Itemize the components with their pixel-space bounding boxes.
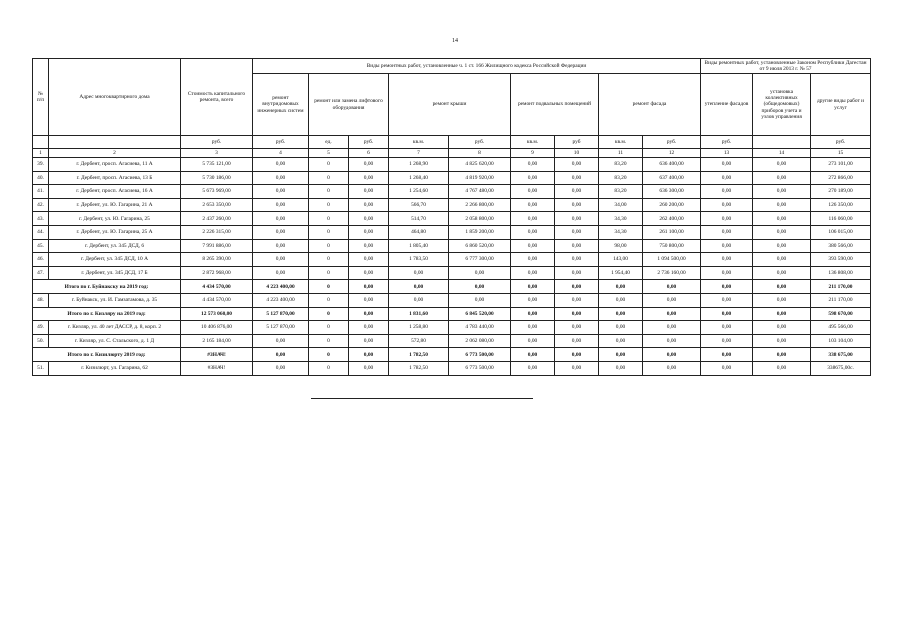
table-cell: 0,00 (511, 361, 555, 375)
table-cell: 47. (33, 266, 49, 280)
table-cell: 103 104,00 (811, 334, 871, 348)
table-cell: 0,00 (511, 321, 555, 335)
table-cell: 2 437 260,00 (181, 212, 253, 226)
table-cell: 0,00 (389, 280, 449, 294)
table-cell: 6 773 500,00 (449, 348, 511, 362)
table-cell: 2 653 350,00 (181, 198, 253, 212)
table-cell: 0,00 (349, 321, 389, 335)
table-cell: 0 (309, 266, 349, 280)
table-cell: 495 566,00 (811, 321, 871, 335)
table-cell: 0,00 (599, 280, 643, 294)
table-cell: 1 258,80 (389, 321, 449, 335)
table-cell: 0,00 (449, 280, 511, 294)
table-cell: #ЗНАЧ! (181, 348, 253, 362)
unit-cell (33, 136, 49, 149)
table-cell: 10 406 876,00 (181, 321, 253, 335)
table-cell: 0,00 (253, 158, 309, 172)
table-cell: 83,20 (599, 171, 643, 185)
header-meters: установка коллективных (общедомовых) приборов учета и узлов управления (753, 74, 811, 136)
table-cell: 0,00 (643, 321, 701, 335)
table-cell: 0,00 (253, 171, 309, 185)
table-cell: 2 872 968,00 (181, 266, 253, 280)
table-cell: 0,00 (349, 361, 389, 375)
table-row (33, 185, 871, 199)
unit-cell: руб. (253, 136, 309, 149)
table-cell: 0,00 (753, 321, 811, 335)
table-cell: 0,00 (511, 280, 555, 294)
table-cell: 34,00 (599, 198, 643, 212)
table-cell: 34,30 (599, 225, 643, 239)
table-cell: 0,00 (701, 225, 753, 239)
table-cell: 5 673 969,00 (181, 185, 253, 199)
table-cell: 0,00 (349, 348, 389, 362)
unit-cell: кв.м. (511, 136, 555, 149)
table-cell: 0,00 (349, 280, 389, 294)
address-cell: г. Дербент, ул. Ю. Гагарина, 25 (49, 212, 181, 226)
table-cell: 1 268,40 (389, 171, 449, 185)
table-cell: 0,00 (511, 307, 555, 321)
table-cell: 0,00 (599, 307, 643, 321)
table-cell: 2 062 080,00 (449, 334, 511, 348)
table-cell: 6 845 520,00 (449, 307, 511, 321)
table-row (33, 361, 871, 375)
table-cell: 0,00 (753, 266, 811, 280)
table-cell: 0 (309, 293, 349, 307)
table-cell: 0,00 (599, 361, 643, 375)
table-cell: 0,00 (555, 321, 599, 335)
table-cell: 42. (33, 198, 49, 212)
table-cell: 0,00 (555, 171, 599, 185)
table-cell: 0 (309, 185, 349, 199)
address-cell: г. Дербент, ул. 345 ДСД, 10 А (49, 253, 181, 267)
table-cell: 272 866,00 (811, 171, 871, 185)
column-number: 14 (753, 149, 811, 158)
address-cell: г. Дербент, просп. Агасиева, 11 А (49, 158, 181, 172)
header-federal-works: Виды ремонтных работ, установленные ч. 1 ст. 166 Жилищного кодекса Российской Федерации (253, 59, 701, 74)
table-cell: 1 783,50 (389, 253, 449, 267)
table-cell: 1 268,90 (389, 158, 449, 172)
table-cell: 0,00 (349, 253, 389, 267)
table-cell: 0,00 (511, 225, 555, 239)
table-cell: 211 170,00 (811, 293, 871, 307)
table-cell: 4 819 920,00 (449, 171, 511, 185)
table-cell: 0,00 (555, 361, 599, 375)
table-cell: 464,80 (389, 225, 449, 239)
header-insulation: утепление фасадов (701, 74, 753, 136)
table-cell: 12 573 060,00 (181, 307, 253, 321)
table-cell: 262 400,00 (643, 212, 701, 226)
column-number: 10 (555, 149, 599, 158)
column-number: 12 (643, 149, 701, 158)
table-cell: 0,00 (701, 212, 753, 226)
signature-line (311, 398, 533, 399)
table-cell: 0,00 (555, 239, 599, 253)
table-cell: 0,00 (555, 158, 599, 172)
table-cell: 572,80 (389, 334, 449, 348)
table-cell: 126 350,00 (811, 198, 871, 212)
table-cell: 0,00 (643, 334, 701, 348)
table-cell: 1 831,60 (389, 307, 449, 321)
table-cell: 0,00 (753, 253, 811, 267)
table-cell: 0,00 (253, 348, 309, 362)
table-cell: 0,00 (349, 185, 389, 199)
table-cell: 4 434 570,00 (181, 280, 253, 294)
table-cell: 83,20 (599, 158, 643, 172)
table-cell: 0,00 (253, 239, 309, 253)
unit-cell: руб (555, 136, 599, 149)
table-cell: 1 782,50 (389, 348, 449, 362)
table-cell: 636 400,00 (643, 158, 701, 172)
column-number: 11 (599, 149, 643, 158)
table-cell: 0,00 (753, 225, 811, 239)
table-cell: 0,00 (555, 280, 599, 294)
table-cell: 83,20 (599, 185, 643, 199)
table-cell: 0,00 (701, 307, 753, 321)
table-cell: 50. (33, 334, 49, 348)
header-other-works: другие виды работ и услуг (811, 74, 871, 136)
table-cell: 2 165 184,00 (181, 334, 253, 348)
table-cell: 0,00 (349, 307, 389, 321)
table-cell: 40. (33, 171, 49, 185)
table-cell: 5 127 870,00 (253, 321, 309, 335)
table-cell: 270 189,00 (811, 185, 871, 199)
table-cell: 0,00 (511, 212, 555, 226)
table-cell: 0,00 (349, 212, 389, 226)
table-cell: 514,70 (389, 212, 449, 226)
column-number: 4 (253, 149, 309, 158)
table-cell: 0 (309, 171, 349, 185)
table-cell: 0,00 (253, 253, 309, 267)
table-row (33, 293, 871, 307)
subtotal-label: Итого по г. Кизилюрту 2019 год: (33, 348, 181, 362)
table-cell: 0,00 (449, 266, 511, 280)
table-cell: 0,00 (701, 171, 753, 185)
table-cell: 49. (33, 321, 49, 335)
table-cell: 0,00 (753, 185, 811, 199)
table-cell: 0,00 (253, 198, 309, 212)
table-cell: 0,00 (701, 266, 753, 280)
unit-cell: кв.м. (599, 136, 643, 149)
table-cell: 0,00 (555, 198, 599, 212)
table-row (33, 334, 871, 348)
table-cell: 598 670,00 (811, 307, 871, 321)
table-cell: 2 058 800,00 (449, 212, 511, 226)
table-cell: 0,00 (753, 158, 811, 172)
table-cell: 0,00 (511, 171, 555, 185)
subtotal-row (33, 280, 871, 294)
table-cell: 0,00 (701, 321, 753, 335)
table-cell: 6 860 520,00 (449, 239, 511, 253)
table-cell: 116 060,00 (811, 212, 871, 226)
table-cell: 0 (309, 212, 349, 226)
table-cell: 2 266 800,00 (449, 198, 511, 212)
table-cell: 4 223 400,00 (253, 293, 309, 307)
table-cell: 338 675,00 (811, 348, 871, 362)
table-cell: 0,00 (555, 225, 599, 239)
table-cell: 0,00 (511, 253, 555, 267)
table-cell: 45. (33, 239, 49, 253)
table-cell: 1 954,40 (599, 266, 643, 280)
subtotal-label: Итого по г. Буйнакску на 2019 год: (33, 280, 181, 294)
column-number: 15 (811, 149, 871, 158)
column-number: 1 (33, 149, 49, 158)
table-cell: 0 (309, 280, 349, 294)
table-cell: 211 170,00 (811, 280, 871, 294)
table-cell: 0,00 (701, 293, 753, 307)
address-cell: г. Кизляр, ул. С. Стальского, д. 1 Д (49, 334, 181, 348)
table-cell: 0,00 (511, 239, 555, 253)
table-cell: #ЗНАЧ! (181, 361, 253, 375)
table-cell: 39. (33, 158, 49, 172)
table-cell: 0,00 (349, 171, 389, 185)
column-number: 7 (389, 149, 449, 158)
table-cell: 0,00 (349, 239, 389, 253)
header-address: Адрес многоквартирного дома (49, 59, 181, 136)
unit-cell (753, 136, 811, 149)
table-cell: 0,00 (753, 361, 811, 375)
table-row (33, 266, 871, 280)
table-cell: 0,00 (753, 239, 811, 253)
column-number: 13 (701, 149, 753, 158)
table-cell: 0,00 (253, 212, 309, 226)
header-roof: ремонт крыши (389, 74, 511, 136)
table-cell: 0,00 (349, 198, 389, 212)
table-row (33, 225, 871, 239)
unit-cell: руб. (811, 136, 871, 149)
table-cell: 143,00 (599, 253, 643, 267)
page-number: 14 (452, 38, 458, 44)
unit-cell: руб. (643, 136, 701, 149)
header-basement: ремонт подвальных помещений (511, 74, 599, 136)
table-cell: 0,00 (555, 266, 599, 280)
table-cell: 0,00 (701, 239, 753, 253)
header-number: № п/п (33, 59, 49, 136)
table-cell: 0,00 (511, 185, 555, 199)
table-cell: 1 859 200,00 (449, 225, 511, 239)
address-cell: г. Кизилюрт, ул. Гагарина, 62 (49, 361, 181, 375)
table-cell: 136 808,00 (811, 266, 871, 280)
table-cell: 0 (309, 239, 349, 253)
column-number: 2 (49, 149, 181, 158)
table-row (33, 253, 871, 267)
table-cell: 0 (309, 361, 349, 375)
table-cell: 0 (309, 198, 349, 212)
table-cell: 261 100,00 (643, 225, 701, 239)
column-number: 9 (511, 149, 555, 158)
table-cell: 0,00 (701, 280, 753, 294)
table-cell: 0,00 (599, 293, 643, 307)
address-cell: г. Кизляр, ул. 40 лет ДАССР, д. 8, корп. 2 (49, 321, 181, 335)
table-cell: 51. (33, 361, 49, 375)
table-cell: 0 (309, 334, 349, 348)
unit-cell: кв.м. (389, 136, 449, 149)
table-cell: 0,00 (753, 280, 811, 294)
column-number: 6 (349, 149, 389, 158)
table-cell: 0,00 (349, 158, 389, 172)
table-cell: 5 735 121,00 (181, 158, 253, 172)
table-cell: 0,00 (753, 212, 811, 226)
table-cell: 0,00 (555, 348, 599, 362)
table-cell: 0,00 (599, 348, 643, 362)
table-cell: 0,00 (599, 321, 643, 335)
address-cell: г. Дербент, ул. Ю. Гагарина, 21 А (49, 198, 181, 212)
table-cell: 0,00 (643, 361, 701, 375)
table-cell: 8 265 390,00 (181, 253, 253, 267)
table-cell: 0,00 (389, 293, 449, 307)
table-cell: 34,30 (599, 212, 643, 226)
table-cell: 5 730 186,00 (181, 171, 253, 185)
table-cell: 0,00 (349, 225, 389, 239)
table-cell: 273 101,00 (811, 158, 871, 172)
table-cell: 0 (309, 321, 349, 335)
table-cell: 0 (309, 158, 349, 172)
table-cell: 260 200,00 (643, 198, 701, 212)
table-cell: 0,00 (753, 307, 811, 321)
table-cell: 0,00 (555, 293, 599, 307)
table-cell: 0,00 (701, 198, 753, 212)
table-row (33, 171, 871, 185)
table-cell: 7 991 886,00 (181, 239, 253, 253)
table-cell: 44. (33, 225, 49, 239)
table-cell: 0,00 (753, 198, 811, 212)
table-cell: 0,00 (753, 171, 811, 185)
table-cell: 0,00 (753, 348, 811, 362)
table-cell: 0,00 (349, 334, 389, 348)
subtotal-row (33, 348, 871, 362)
header-total-cost: Стоимость капитального ремонта, всего (181, 59, 253, 136)
table-cell: 1 254,60 (389, 185, 449, 199)
unit-cell: руб. (181, 136, 253, 149)
table-cell: 0,00 (701, 253, 753, 267)
table-cell: 0 (309, 307, 349, 321)
table-cell: 0,00 (349, 266, 389, 280)
table-row (33, 321, 871, 335)
subtotal-label: Итого по г. Кизляру на 2019 год: (33, 307, 181, 321)
table-cell: 0,00 (701, 348, 753, 362)
header-republic-works: Виды ремонтных работ, установленные Законом Республики Дагестан от 9 июля 2013 г. № 57 (701, 59, 871, 74)
table-cell: 1 094 500,00 (643, 253, 701, 267)
table-cell: 566,70 (389, 198, 449, 212)
unit-cell: ед. (309, 136, 349, 149)
table-cell: 750 800,00 (643, 239, 701, 253)
table-cell: 0,00 (511, 348, 555, 362)
table-cell: 0,00 (511, 266, 555, 280)
table-cell: 0,00 (253, 334, 309, 348)
table-cell: 0,00 (511, 198, 555, 212)
table-cell: 98,00 (599, 239, 643, 253)
table-cell: 0,00 (753, 293, 811, 307)
table-cell: 0,00 (701, 334, 753, 348)
table-cell: 4 434 570,00 (181, 293, 253, 307)
table-cell: 0,00 (599, 334, 643, 348)
table-cell: 0,00 (389, 266, 449, 280)
table-cell: 1 805,40 (389, 239, 449, 253)
table-cell: 0,00 (555, 185, 599, 199)
table-cell: 0,00 (701, 361, 753, 375)
column-number: 8 (449, 149, 511, 158)
column-number: 5 (309, 149, 349, 158)
table-cell: 46. (33, 253, 49, 267)
address-cell: г. Дербент, ул. 345 ДСД, 17 Б (49, 266, 181, 280)
address-cell: г. Дербент, ул. Ю. Гагарина, 25 А (49, 225, 181, 239)
table-cell: 4 767 480,00 (449, 185, 511, 199)
table-cell: 4 825 620,00 (449, 158, 511, 172)
table-cell: 0,00 (555, 334, 599, 348)
table-cell: 106 015,00 (811, 225, 871, 239)
table-cell: 637 400,00 (643, 171, 701, 185)
table-cell: 0,00 (643, 348, 701, 362)
table-cell: 0,00 (349, 293, 389, 307)
unit-cell: руб. (449, 136, 511, 149)
table-row (33, 212, 871, 226)
table-cell: 2 226 315,00 (181, 225, 253, 239)
unit-cell: руб. (349, 136, 389, 149)
address-cell: г. Дербент, просп. Агасиева, 16 А (49, 185, 181, 199)
table-cell: 5 127 870,00 (253, 307, 309, 321)
table-cell: 4 223 400,00 (253, 280, 309, 294)
table-cell: 0,00 (511, 334, 555, 348)
subtotal-row (33, 307, 871, 321)
address-cell: г. Буйнакск, ул. И. Гамзатамова, д. 35 (49, 293, 181, 307)
table-cell: 0,00 (253, 361, 309, 375)
table-cell: 0,00 (555, 212, 599, 226)
header-facade: ремонт фасада (599, 74, 701, 136)
address-cell: г. Дербент, просп. Агасиева, 13 Б (49, 171, 181, 185)
address-cell: г. Дербент, ул. 345 ДСД, 6 (49, 239, 181, 253)
table-cell: 4 783 440,00 (449, 321, 511, 335)
table-cell: 0,00 (449, 293, 511, 307)
table-row (33, 198, 871, 212)
header-engineering-systems: ремонт внутридомовых инженерных систем (253, 74, 309, 136)
table-cell: 48. (33, 293, 49, 307)
table-cell: 0,00 (511, 158, 555, 172)
table-cell: 43. (33, 212, 49, 226)
table-cell: 1 782,50 (389, 361, 449, 375)
table-cell: 636 300,00 (643, 185, 701, 199)
table-cell: 0,00 (253, 266, 309, 280)
table-cell: 0,00 (643, 280, 701, 294)
column-number: 3 (181, 149, 253, 158)
table-cell: 0,00 (555, 307, 599, 321)
table-cell: 6 777 300,00 (449, 253, 511, 267)
table-cell: 41. (33, 185, 49, 199)
unit-cell (49, 136, 181, 149)
header-elevator: ремонт или замена лифтового оборудования (309, 74, 389, 136)
table-cell: 0,00 (253, 225, 309, 239)
table-cell: 0,00 (643, 293, 701, 307)
table-cell: 0,00 (253, 185, 309, 199)
table-cell: 2 736 160,00 (643, 266, 701, 280)
table-cell: 393 590,00 (811, 253, 871, 267)
table-cell: 0,00 (511, 293, 555, 307)
table-cell: 6 773 500,00 (449, 361, 511, 375)
table-row (33, 158, 871, 172)
table-cell: 0,00 (555, 253, 599, 267)
table-cell: 0,00 (753, 334, 811, 348)
table-cell: 380 566,00 (811, 239, 871, 253)
table-cell: 0 (309, 253, 349, 267)
table-cell: 0,00 (701, 185, 753, 199)
table-cell: 0 (309, 225, 349, 239)
unit-cell: руб. (701, 136, 753, 149)
repair-plan-table (32, 58, 871, 376)
table-cell: 0,00 (643, 307, 701, 321)
table-cell: 338675,00с. (811, 361, 871, 375)
table-cell: 0,00 (701, 158, 753, 172)
table-row (33, 239, 871, 253)
table-cell: 0 (309, 348, 349, 362)
